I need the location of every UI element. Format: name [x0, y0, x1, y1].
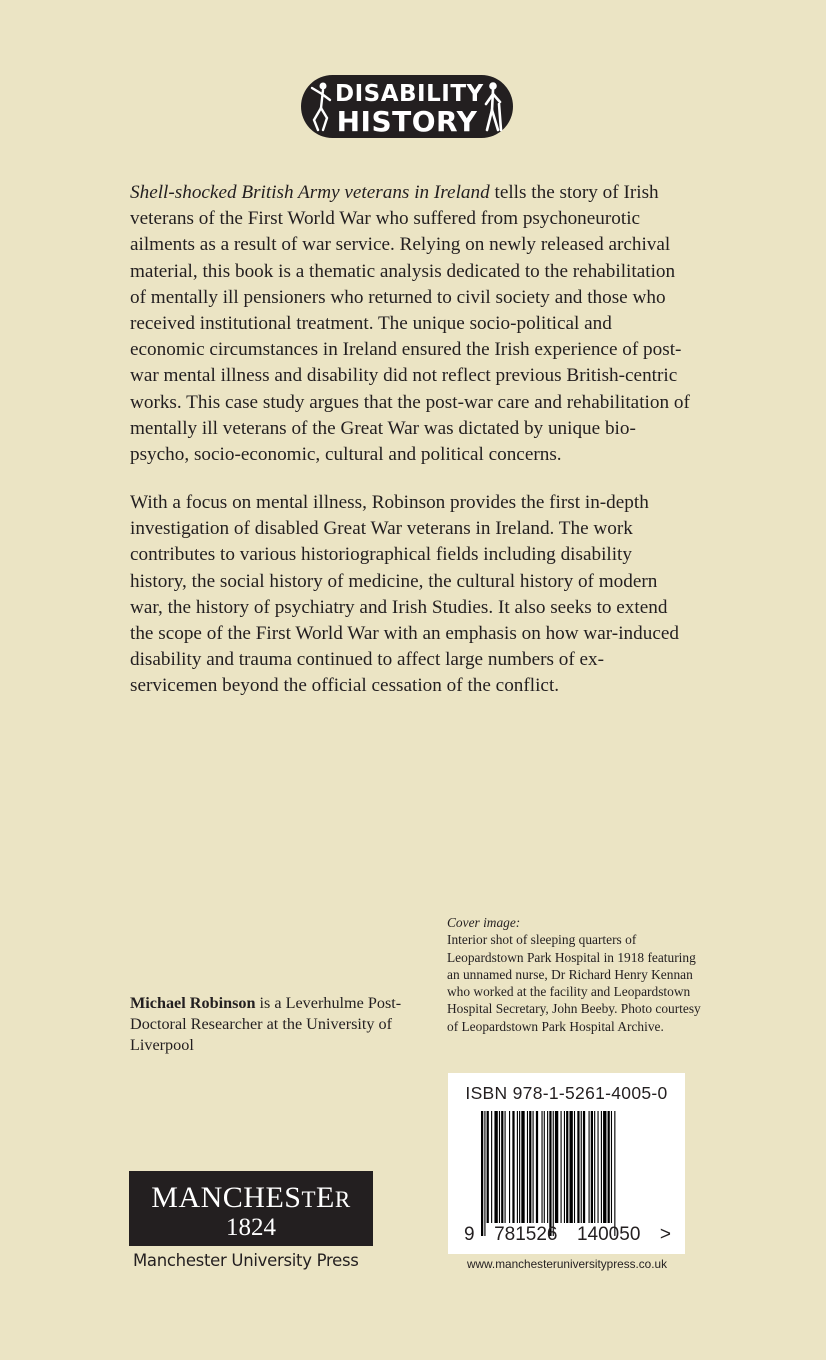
isbn-label: ISBN 978-1-5261-4005-0 [465, 1083, 668, 1103]
publisher-logo [129, 1171, 373, 1246]
barcode-bar [484, 1111, 485, 1236]
barcode-bar [566, 1111, 568, 1223]
cover-image-credit [447, 914, 707, 1035]
publisher-name: Manchester University Press [133, 1251, 359, 1270]
barcode-arrow: > [659, 1224, 671, 1245]
barcode-bar [553, 1111, 554, 1236]
barcode-bar [597, 1111, 598, 1223]
barcode-bar [549, 1111, 551, 1236]
dancing-figure-icon [309, 80, 333, 134]
author-name: Michael Robinson [130, 994, 256, 1012]
author-bio [130, 993, 420, 1056]
book-title: Shell-shocked British Army veterans in Ireland [130, 182, 490, 203]
barcode-bar [536, 1111, 538, 1223]
barcode-bar [501, 1111, 503, 1223]
barcode-bar [499, 1111, 500, 1223]
cover-image-caption: Cover image: [447, 915, 521, 930]
barcode-bar [512, 1111, 514, 1223]
barcode-bar [519, 1111, 520, 1223]
barcode-bar [581, 1111, 582, 1223]
barcode-bar [574, 1111, 575, 1223]
barcode-bar [533, 1111, 534, 1223]
blurb-paragraph-1 [130, 180, 690, 468]
logo-wordmark: MANCHESTER [151, 1181, 351, 1214]
barcode-bar [541, 1111, 542, 1223]
barcode-bar [601, 1111, 602, 1223]
barcode-bar [569, 1111, 572, 1223]
barcode-bar [555, 1111, 558, 1223]
barcode-bar [583, 1111, 585, 1223]
barcode-bar [577, 1111, 579, 1223]
barcode-bar [529, 1111, 531, 1223]
barcode-digits [464, 1224, 671, 1246]
series-title-line2: HISTORY [336, 105, 478, 138]
barcode-bar [481, 1111, 483, 1236]
barcode-group-1: 781526 [494, 1224, 558, 1245]
barcode-group-2: 140050 [576, 1224, 641, 1245]
barcode-bar [527, 1111, 528, 1223]
barcode-bar [544, 1111, 545, 1223]
barcode [448, 1073, 685, 1254]
barcode-bar [509, 1111, 510, 1223]
series-badge [301, 75, 513, 138]
publisher-website: www.manchesteruniversitypress.co.uk [467, 1257, 667, 1271]
barcode-bar [603, 1111, 606, 1223]
barcode-bars [481, 1111, 657, 1236]
barcode-bar [589, 1111, 590, 1223]
barcode-bar [505, 1111, 506, 1223]
barcode-bar [594, 1111, 595, 1223]
author-bio-text: is a Leverhulme Post-Doctoral Researcher at the University of Liverpool [130, 994, 402, 1054]
cover-image-text: Interior shot of sleeping quarters of Leopardstown Park Hospital in 1918 featuring an unnamed nurse, Dr Richard Henry Kennan who worked at the facility and Leopardstown Hospital Secretary, John Beeby. Photo courtesy of Leopardstown Park Hospital Archive. [447, 932, 701, 1034]
barcode-bar [547, 1111, 548, 1223]
barcode-bar [491, 1111, 492, 1223]
barcode-bar [591, 1111, 593, 1223]
barcode-bar [608, 1111, 610, 1223]
logo-year: 1824 [226, 1214, 276, 1241]
walking-figure-icon [481, 80, 505, 134]
barcode-bar [494, 1111, 497, 1223]
series-title-line1: DISABILITY [335, 81, 484, 107]
barcode-bar [521, 1111, 524, 1223]
barcode-bar [564, 1111, 565, 1223]
barcode-bar [561, 1111, 562, 1223]
barcode-first-digit: 9 [464, 1224, 475, 1245]
blurb-text-1: tells the story of Irish veterans of the First World War who suffered from psychoneurotic ailments as a result of war service. Relying on newly released archival material, this book is a thematic analysis dedicated to the rehabilitation of mentally ill pensioners who returned to civil society and those who received institutional treatment. The unique socio-political and economic circumstances in Ireland ensured the Irish experience of post-war mental illness and disability did not reflect previous British-centric works. This case study argues that the post-war care and rehabilitation of mentally ill veterans of the Great War was dictated by unique bio-psycho, socio-economic, cultural and political concerns. [130, 182, 690, 466]
barcode-bar [517, 1111, 518, 1223]
blurb-paragraph-2: With a focus on mental illness, Robinson provides the first in-depth investigation of disabled Great War veterans in Ireland. The work contributes to various historiographical fields including disability history, the social history of medicine, the cultural history of modern war, the history of psychiatry and Irish Studies. It also seeks to extend the scope of the First World War with an emphasis on how war-induced disability and trauma continued to affect large numbers of ex-servicemen beyond the official cessation of the conflict. [130, 492, 679, 697]
barcode-bar [487, 1111, 489, 1223]
barcode-bar [614, 1111, 615, 1236]
barcode-bar [611, 1111, 612, 1223]
